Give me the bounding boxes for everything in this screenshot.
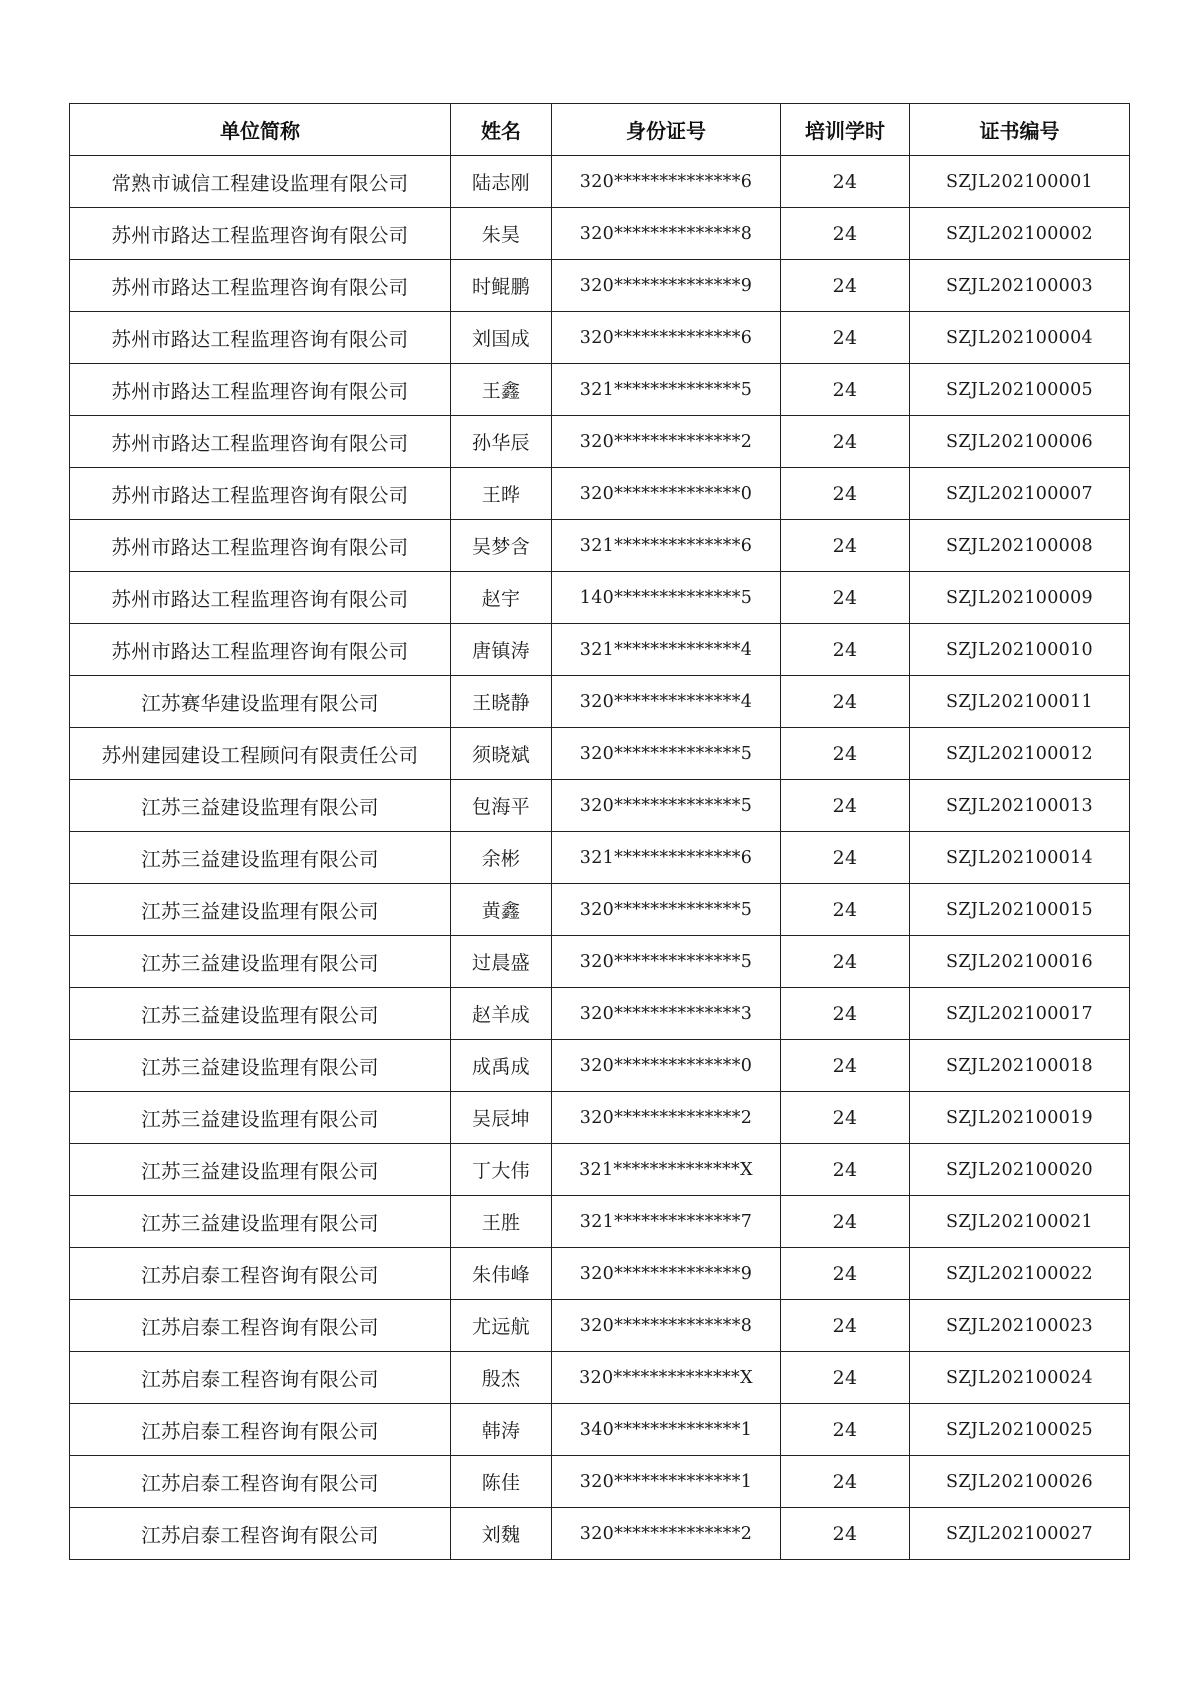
company-cell: 苏州市路达工程监理咨询有限公司 (70, 624, 451, 676)
id-number-cell: 320**************9 (552, 1248, 781, 1300)
company-cell: 江苏启泰工程咨询有限公司 (70, 1456, 451, 1508)
name-cell: 孙华辰 (451, 416, 552, 468)
training-hours-cell: 24 (781, 1404, 910, 1456)
table-row (70, 1248, 1130, 1300)
training-hours-cell: 24 (781, 988, 910, 1040)
name-cell: 陈佳 (451, 1456, 552, 1508)
table-row (70, 988, 1130, 1040)
header-company: 单位简称 (70, 104, 451, 156)
company-cell: 苏州市路达工程监理咨询有限公司 (70, 468, 451, 520)
document-page (69, 103, 1129, 1560)
id-number-cell: 320**************X (552, 1352, 781, 1404)
company-cell: 江苏三益建设监理有限公司 (70, 1144, 451, 1196)
id-number-cell: 320**************8 (552, 1300, 781, 1352)
company-cell: 江苏三益建设监理有限公司 (70, 780, 451, 832)
table-row (70, 1508, 1130, 1560)
training-hours-cell: 24 (781, 520, 910, 572)
certificate-number-cell: SZJL202100004 (910, 312, 1130, 364)
table-row (70, 1456, 1130, 1508)
table-row (70, 780, 1130, 832)
training-hours-cell: 24 (781, 312, 910, 364)
id-number-cell: 320**************6 (552, 312, 781, 364)
company-cell: 江苏启泰工程咨询有限公司 (70, 1248, 451, 1300)
training-hours-cell: 24 (781, 1248, 910, 1300)
name-cell: 刘国成 (451, 312, 552, 364)
certificate-number-cell: SZJL202100001 (910, 156, 1130, 208)
company-cell: 江苏三益建设监理有限公司 (70, 832, 451, 884)
table-row (70, 884, 1130, 936)
company-cell: 江苏三益建设监理有限公司 (70, 988, 451, 1040)
id-number-cell: 320**************2 (552, 416, 781, 468)
certificate-number-cell: SZJL202100009 (910, 572, 1130, 624)
table-row (70, 312, 1130, 364)
name-cell: 余彬 (451, 832, 552, 884)
table-row (70, 416, 1130, 468)
table-row (70, 1404, 1130, 1456)
name-cell: 包海平 (451, 780, 552, 832)
training-hours-cell: 24 (781, 1300, 910, 1352)
table-row (70, 1352, 1130, 1404)
certificate-number-cell: SZJL202100021 (910, 1196, 1130, 1248)
training-hours-cell: 24 (781, 884, 910, 936)
name-cell: 王鑫 (451, 364, 552, 416)
certificate-number-cell: SZJL202100019 (910, 1092, 1130, 1144)
table-row (70, 936, 1130, 988)
company-cell: 江苏启泰工程咨询有限公司 (70, 1404, 451, 1456)
company-cell: 江苏三益建设监理有限公司 (70, 884, 451, 936)
id-number-cell: 320**************2 (552, 1508, 781, 1560)
company-cell: 苏州市路达工程监理咨询有限公司 (70, 416, 451, 468)
header-name: 姓名 (451, 104, 552, 156)
table-row (70, 572, 1130, 624)
id-number-cell: 320**************5 (552, 936, 781, 988)
training-hours-cell: 24 (781, 780, 910, 832)
training-hours-cell: 24 (781, 676, 910, 728)
name-cell: 王晓静 (451, 676, 552, 728)
header-certificate-number: 证书编号 (910, 104, 1130, 156)
name-cell: 朱昊 (451, 208, 552, 260)
certificate-number-cell: SZJL202100011 (910, 676, 1130, 728)
certificate-number-cell: SZJL202100016 (910, 936, 1130, 988)
certificate-number-cell: SZJL202100008 (910, 520, 1130, 572)
certificate-number-cell: SZJL202100006 (910, 416, 1130, 468)
certificate-number-cell: SZJL202100025 (910, 1404, 1130, 1456)
certificate-number-cell: SZJL202100022 (910, 1248, 1130, 1300)
name-cell: 王晔 (451, 468, 552, 520)
id-number-cell: 320**************9 (552, 260, 781, 312)
training-certificate-table (69, 103, 1130, 1560)
table-row (70, 208, 1130, 260)
training-hours-cell: 24 (781, 1196, 910, 1248)
training-hours-cell: 24 (781, 572, 910, 624)
table-row (70, 624, 1130, 676)
company-cell: 江苏三益建设监理有限公司 (70, 1092, 451, 1144)
name-cell: 成禹成 (451, 1040, 552, 1092)
certificate-number-cell: SZJL202100023 (910, 1300, 1130, 1352)
table-row (70, 1300, 1130, 1352)
training-hours-cell: 24 (781, 416, 910, 468)
table-row (70, 156, 1130, 208)
header-training-hours: 培训学时 (781, 104, 910, 156)
training-hours-cell: 24 (781, 832, 910, 884)
company-cell: 江苏启泰工程咨询有限公司 (70, 1508, 451, 1560)
name-cell: 陆志刚 (451, 156, 552, 208)
training-hours-cell: 24 (781, 1352, 910, 1404)
header-row (70, 104, 1130, 156)
name-cell: 赵宇 (451, 572, 552, 624)
id-number-cell: 320**************5 (552, 884, 781, 936)
training-hours-cell: 24 (781, 468, 910, 520)
id-number-cell: 320**************2 (552, 1092, 781, 1144)
id-number-cell: 320**************8 (552, 208, 781, 260)
name-cell: 朱伟峰 (451, 1248, 552, 1300)
id-number-cell: 320**************1 (552, 1456, 781, 1508)
certificate-number-cell: SZJL202100018 (910, 1040, 1130, 1092)
id-number-cell: 321**************5 (552, 364, 781, 416)
table-row (70, 260, 1130, 312)
certificate-number-cell: SZJL202100024 (910, 1352, 1130, 1404)
company-cell: 江苏三益建设监理有限公司 (70, 1196, 451, 1248)
name-cell: 赵羊成 (451, 988, 552, 1040)
id-number-cell: 321**************6 (552, 832, 781, 884)
name-cell: 殷杰 (451, 1352, 552, 1404)
training-hours-cell: 24 (781, 624, 910, 676)
certificate-number-cell: SZJL202100014 (910, 832, 1130, 884)
training-hours-cell: 24 (781, 1144, 910, 1196)
certificate-number-cell: SZJL202100013 (910, 780, 1130, 832)
certificate-number-cell: SZJL202100003 (910, 260, 1130, 312)
certificate-number-cell: SZJL202100002 (910, 208, 1130, 260)
id-number-cell: 321**************6 (552, 520, 781, 572)
certificate-number-cell: SZJL202100017 (910, 988, 1130, 1040)
training-hours-cell: 24 (781, 156, 910, 208)
training-hours-cell: 24 (781, 1508, 910, 1560)
id-number-cell: 321**************X (552, 1144, 781, 1196)
table-row (70, 1092, 1130, 1144)
name-cell: 唐镇涛 (451, 624, 552, 676)
id-number-cell: 321**************7 (552, 1196, 781, 1248)
name-cell: 黄鑫 (451, 884, 552, 936)
certificate-number-cell: SZJL202100012 (910, 728, 1130, 780)
name-cell: 尤远航 (451, 1300, 552, 1352)
table-row (70, 364, 1130, 416)
company-cell: 江苏三益建设监理有限公司 (70, 1040, 451, 1092)
company-cell: 江苏三益建设监理有限公司 (70, 936, 451, 988)
company-cell: 常熟市诚信工程建设监理有限公司 (70, 156, 451, 208)
name-cell: 吴辰坤 (451, 1092, 552, 1144)
name-cell: 刘魏 (451, 1508, 552, 1560)
training-hours-cell: 24 (781, 1456, 910, 1508)
id-number-cell: 320**************6 (552, 156, 781, 208)
company-cell: 江苏启泰工程咨询有限公司 (70, 1300, 451, 1352)
training-hours-cell: 24 (781, 728, 910, 780)
table-row (70, 676, 1130, 728)
id-number-cell: 320**************5 (552, 780, 781, 832)
table-row (70, 1144, 1130, 1196)
name-cell: 丁大伟 (451, 1144, 552, 1196)
certificate-number-cell: SZJL202100027 (910, 1508, 1130, 1560)
company-cell: 江苏赛华建设监理有限公司 (70, 676, 451, 728)
table-row (70, 520, 1130, 572)
training-hours-cell: 24 (781, 936, 910, 988)
company-cell: 苏州市路达工程监理咨询有限公司 (70, 520, 451, 572)
id-number-cell: 140**************5 (552, 572, 781, 624)
id-number-cell: 320**************0 (552, 468, 781, 520)
certificate-number-cell: SZJL202100005 (910, 364, 1130, 416)
name-cell: 时鲲鹏 (451, 260, 552, 312)
company-cell: 苏州市路达工程监理咨询有限公司 (70, 572, 451, 624)
certificate-number-cell: SZJL202100010 (910, 624, 1130, 676)
table-header (70, 104, 1130, 156)
table-row (70, 728, 1130, 780)
id-number-cell: 320**************3 (552, 988, 781, 1040)
name-cell: 韩涛 (451, 1404, 552, 1456)
company-cell: 江苏启泰工程咨询有限公司 (70, 1352, 451, 1404)
header-id-number: 身份证号 (552, 104, 781, 156)
training-hours-cell: 24 (781, 1092, 910, 1144)
id-number-cell: 320**************4 (552, 676, 781, 728)
training-hours-cell: 24 (781, 208, 910, 260)
id-number-cell: 320**************5 (552, 728, 781, 780)
certificate-number-cell: SZJL202100015 (910, 884, 1130, 936)
company-cell: 苏州市路达工程监理咨询有限公司 (70, 260, 451, 312)
name-cell: 过晨盛 (451, 936, 552, 988)
table-row (70, 1196, 1130, 1248)
id-number-cell: 321**************4 (552, 624, 781, 676)
certificate-number-cell: SZJL202100020 (910, 1144, 1130, 1196)
name-cell: 王胜 (451, 1196, 552, 1248)
training-hours-cell: 24 (781, 1040, 910, 1092)
table-body (70, 156, 1130, 1560)
table-row (70, 832, 1130, 884)
company-cell: 苏州市路达工程监理咨询有限公司 (70, 208, 451, 260)
company-cell: 苏州建园建设工程顾问有限责任公司 (70, 728, 451, 780)
name-cell: 须晓斌 (451, 728, 552, 780)
company-cell: 苏州市路达工程监理咨询有限公司 (70, 364, 451, 416)
training-hours-cell: 24 (781, 260, 910, 312)
certificate-number-cell: SZJL202100007 (910, 468, 1130, 520)
table-row (70, 1040, 1130, 1092)
certificate-number-cell: SZJL202100026 (910, 1456, 1130, 1508)
id-number-cell: 340**************1 (552, 1404, 781, 1456)
table-row (70, 468, 1130, 520)
name-cell: 吴梦含 (451, 520, 552, 572)
id-number-cell: 320**************0 (552, 1040, 781, 1092)
training-hours-cell: 24 (781, 364, 910, 416)
company-cell: 苏州市路达工程监理咨询有限公司 (70, 312, 451, 364)
